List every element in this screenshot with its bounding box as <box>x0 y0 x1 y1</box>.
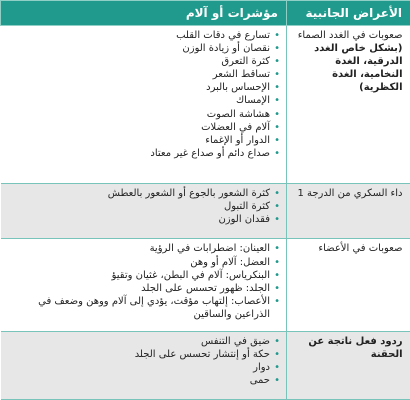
list-item: • كثرة التعرق <box>7 55 281 68</box>
list-item: • كثرة الشعور بالجوع أو الشعور بالعطش <box>7 187 281 200</box>
effect-label: صعوبات في الغدد الصماء <box>297 30 403 41</box>
effect-cell <box>287 239 410 331</box>
signs-list <box>7 29 281 160</box>
list-item: • العينان: اضطرابات في الرؤية <box>7 242 281 255</box>
list-item: • حكة أو إنتشار تحسس على الجلد <box>7 348 281 361</box>
signs-cell <box>1 239 287 331</box>
table-row <box>1 183 410 239</box>
signs-list <box>7 242 281 321</box>
effect-label: داء السكري من الدرجة 1 <box>297 187 403 199</box>
signs-list <box>7 335 281 387</box>
list-item: • الدوار أو الإغماء <box>7 134 281 147</box>
signs-list <box>7 187 281 226</box>
list-item: • صداع دائم أو صداع غير معتاد <box>7 147 281 160</box>
effect-label: ردود فعل ناتجة عن الحقنة <box>308 335 403 360</box>
table-row <box>1 331 410 399</box>
list-item: • حمى <box>7 374 281 387</box>
list-item: • آلام في العضلات <box>7 121 281 134</box>
list-item: • نقصان أو زيادة الوزن <box>7 42 281 55</box>
effect-cell <box>287 26 410 184</box>
signs-cell <box>1 183 287 239</box>
effect-detail: (بشكل خاص الغدد الدرقية، الغدة النخامية، الغدة الكظرية) <box>314 43 403 94</box>
list-item: • ضيق في التنفس <box>7 335 281 348</box>
effect-cell <box>287 331 410 399</box>
header-signs-or-pain: مؤشرات أو آلام <box>1 1 287 26</box>
list-item: • كثرة التبول <box>7 200 281 213</box>
effect-label: صعوبات في الأعضاء <box>318 243 403 255</box>
signs-cell <box>1 26 287 184</box>
list-item: • تساقط الشعر <box>7 68 281 81</box>
list-item: • البنكرياس: آلام في البطن، غثيان وتقيؤ <box>7 269 281 282</box>
list-item: • دوار <box>7 361 281 374</box>
list-item: • الجلد: ظهور تحسس على الجلد <box>7 282 281 295</box>
table-row <box>1 26 410 184</box>
table-row <box>1 239 410 331</box>
list-item: • فقدان الوزن <box>7 213 281 226</box>
effect-cell <box>287 183 410 239</box>
list-item: • العضل: آلام أو وهن <box>7 256 281 269</box>
list-item: • الإحساس بالبرد <box>7 81 281 94</box>
list-item: • تسارع في دقات القلب <box>7 29 281 42</box>
list-item: • هشاشة الصوت <box>7 108 281 121</box>
table-header <box>1 1 410 26</box>
header-side-effects: الأعراض الجانبية <box>287 1 410 26</box>
signs-cell <box>1 331 287 399</box>
list-item: • الأعصاب: إلتهاب مؤقت، يؤدي إلى آلام ووهن وضعف في الذراعين والساقين <box>7 295 281 321</box>
list-item: • الإمساك <box>7 94 281 107</box>
